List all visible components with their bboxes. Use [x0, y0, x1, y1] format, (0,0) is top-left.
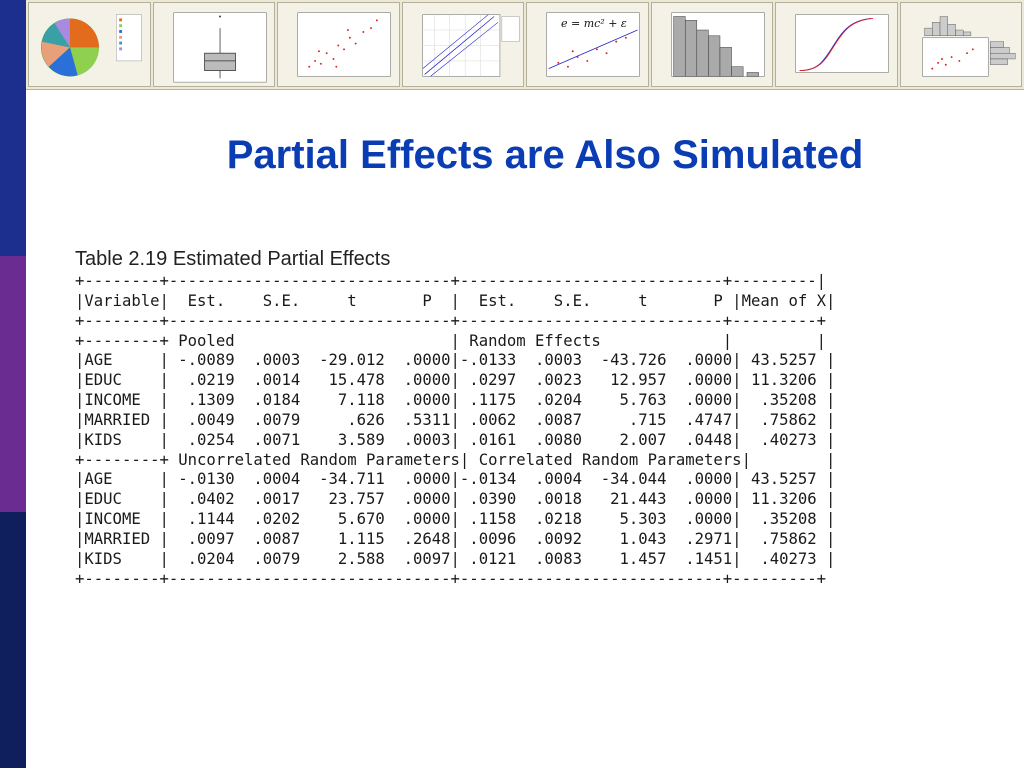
- histogram-thumbnail: [651, 2, 774, 87]
- empirical-cdf-thumbnail: [775, 2, 898, 87]
- marginal-plot-thumbnail: [900, 2, 1023, 87]
- table-line: +--------+ Uncorrelated Random Parameters| Correlated Random Parameters| |: [75, 450, 836, 469]
- left-stripe-top: [0, 0, 26, 256]
- scatterplot-icon: [278, 3, 399, 86]
- pie-chart-thumbnail: [28, 2, 151, 87]
- table-line: |AGE | -.0089 .0003 -29.012 .0000|-.0133 .0003 -43.726 .0000| 43.5257 |: [75, 351, 836, 370]
- left-stripe-bottom: [0, 512, 26, 768]
- table-line: |KIDS | .0204 .0079 2.588 .0097| .0121 .0083 1.457 .1451| .40273 |: [75, 549, 836, 568]
- table-caption: Table 2.19 Estimated Partial Effects: [75, 248, 391, 270]
- table-line: |EDUC | .0219 .0014 15.478 .0000| .0297 .0023 12.957 .0000| 11.3206 |: [75, 371, 836, 390]
- probability-plot-icon: [403, 3, 524, 86]
- scatterplot-thumbnail: [277, 2, 400, 87]
- boxplot-thumbnail: [153, 2, 276, 87]
- partial-effects-table: [75, 272, 835, 590]
- table-line: |MARRIED | .0097 .0087 1.115 .2648| .0096 .0092 1.043 .2971| .75862 |: [75, 529, 836, 548]
- pie-chart-icon: [29, 3, 150, 86]
- chart-thumbnail-banner: [26, 0, 1024, 90]
- table-line: +--------+------------------------------+----------------------------+---------|: [75, 272, 827, 290]
- marginal-plot-icon: [901, 3, 1022, 86]
- formula-label: e = mc² + ε: [561, 17, 627, 30]
- empirical-cdf-icon: [776, 3, 897, 86]
- table-line: +--------+ Pooled | Random Effects | |: [75, 331, 827, 350]
- table-line: |INCOME | .1309 .0184 7.118 .0000| .1175 .0204 5.763 .0000| .35208 |: [75, 391, 836, 410]
- table-line: |Variable| Est. S.E. t P | Est. S.E. t P |Mean of X|: [75, 291, 836, 310]
- table-line: +--------+------------------------------+----------------------------+---------+: [75, 569, 827, 588]
- table-line: +--------+------------------------------+----------------------------+---------+: [75, 311, 827, 330]
- table-line: |KIDS | .0254 .0071 3.589 .0003| .0161 .0080 2.007 .0448| .40273 |: [75, 430, 836, 449]
- slide-title: Partial Effects are Also Simulated: [226, 133, 864, 177]
- table-line: |MARRIED | .0049 .0079 .626 .5311| .0062 .0087 .715 .4747| .75862 |: [75, 410, 836, 429]
- table-line: |EDUC | .0402 .0017 23.757 .0000| .0390 .0018 21.443 .0000| 11.3206 |: [75, 490, 836, 509]
- probability-plot-thumbnail: [402, 2, 525, 87]
- histogram-icon: [652, 3, 773, 86]
- table-line: |AGE | -.0130 .0004 -34.711 .0000|-.0134 .0004 -34.044 .0000| 43.5257 |: [75, 470, 836, 489]
- fitted-scatterplot-thumbnail: [526, 2, 649, 87]
- table-line: |INCOME | .1144 .0202 5.670 .0000| .1158 .0218 5.303 .0000| .35208 |: [75, 510, 836, 529]
- left-stripe-middle: [0, 256, 26, 512]
- scatterplot-fit-icon: [527, 3, 648, 86]
- boxplot-icon: [154, 3, 275, 86]
